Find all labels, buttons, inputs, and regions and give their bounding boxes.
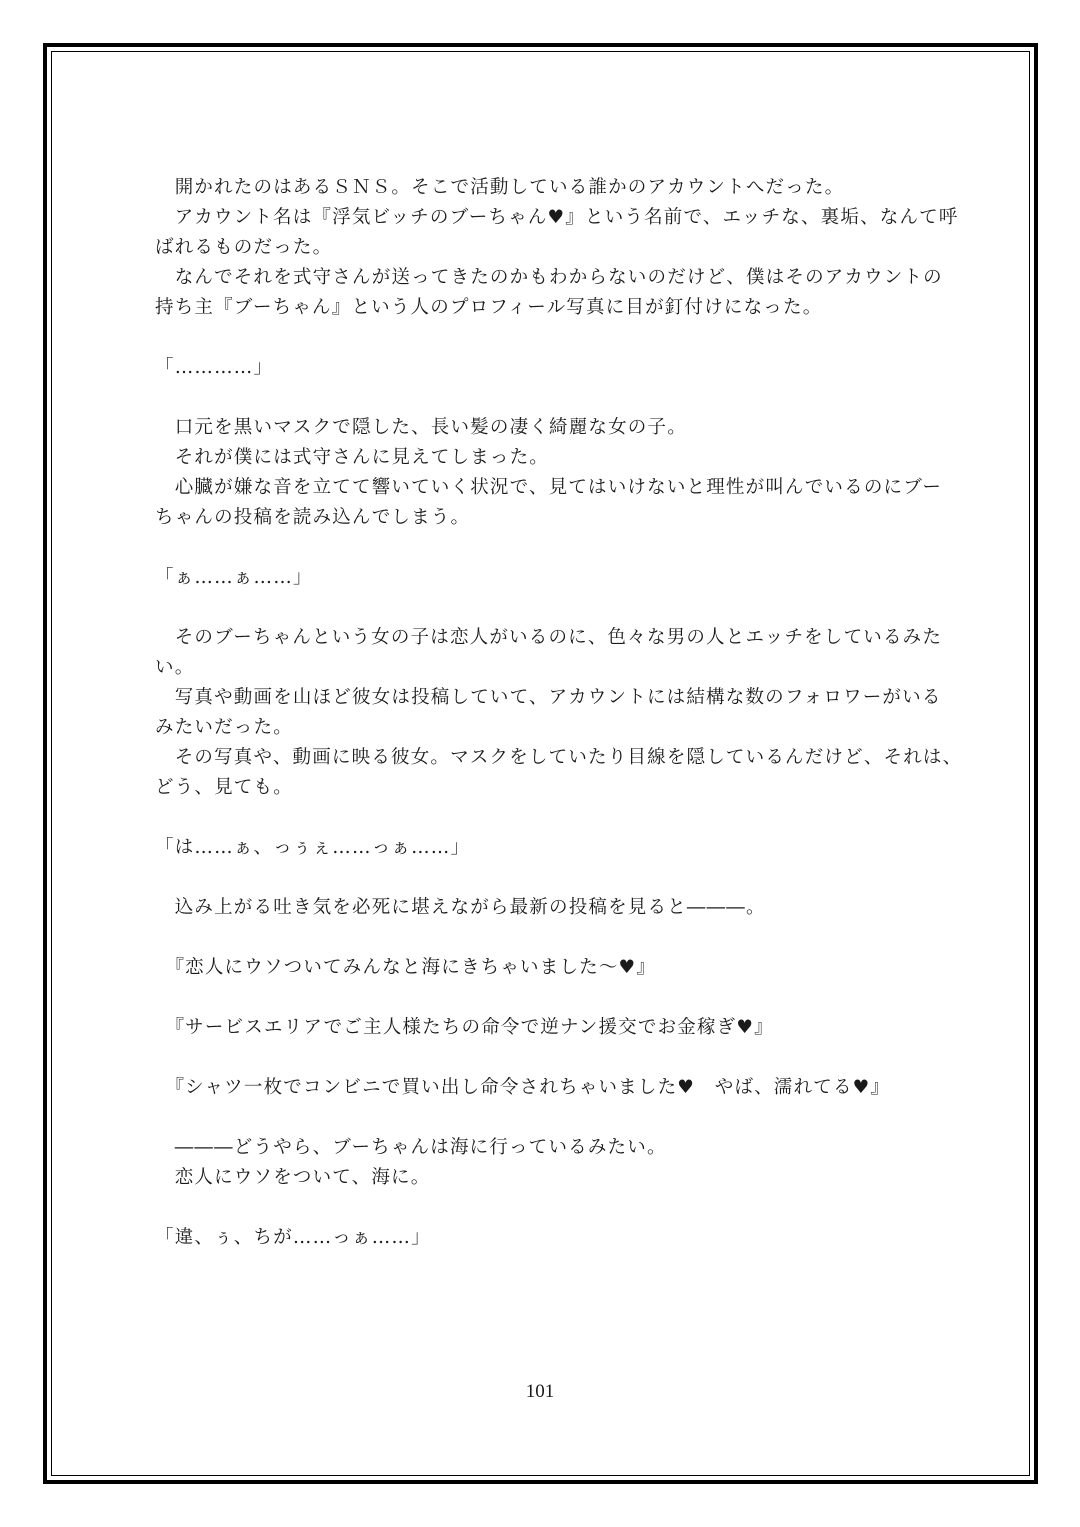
text-line: 写真や動画を山ほど彼女は投稿していて、アカウントには結構な数のフォロワーがいる: [155, 687, 942, 708]
text-line: そのブーちゃんという女の子は恋人がいるのに、色々な男の人とエッチをしているみた: [155, 627, 943, 648]
text-line: 心臓が嫌な音を立てて響いていく状況で、見てはいけないと理性が叫んでいるのにブー: [155, 477, 943, 498]
text-line: それが僕には式守さんに見えてしまった。: [155, 447, 550, 468]
blank-line: [155, 533, 935, 563]
text-line: なんでそれを式守さんが送ってきたのかもわからないのだけど、僕はそのアカウントの: [155, 267, 943, 288]
text-line: 「は……ぁ、っぅぇ……っぁ……」: [155, 837, 471, 858]
text-line: ―――どうやら、ブーちゃんは海に行っているみたい。: [155, 1137, 667, 1158]
text-line: その写真や、動画に映る彼女。マスクをしていたり目線を隠しているんだけど、それは、: [155, 747, 963, 768]
page-number: 101: [525, 1381, 555, 1402]
text-line: い。: [155, 657, 195, 678]
text-line: 恋人にウソをついて、海に。: [155, 1167, 431, 1188]
blank-line: [155, 1043, 935, 1073]
text-line: どう、見ても。: [155, 777, 293, 798]
text-line: 込み上がる吐き気を必死に堪えながら最新の投稿を見ると―――。: [155, 897, 766, 918]
blank-line: [155, 863, 935, 893]
blank-line: [155, 1193, 935, 1223]
text-line: 「ぁ……ぁ……」: [155, 567, 313, 588]
text-line: 「…………」: [155, 357, 274, 378]
text-line: 口元を黒いマスクで隠した、長い髪の凄く綺麗な女の子。: [155, 417, 687, 438]
text-line: みたいだった。: [155, 717, 293, 738]
blank-line: [155, 323, 935, 353]
text-line: 『恋人にウソついてみんなと海にきちゃいました〜♥』: [155, 957, 657, 978]
text-line: ちゃんの投稿を読み込んでしまう。: [155, 507, 471, 528]
text-line: 開かれたのはあるＳＮＳ。そこで活動している誰かのアカウントへだった。: [155, 177, 845, 198]
text-line: 『サービスエリアでご主人様たちの命令で逆ナン援交でお金稼ぎ♥』: [155, 1017, 774, 1038]
text-line: 「違、ぅ、ちが……っぁ……」: [155, 1227, 431, 1248]
blank-line: [155, 593, 935, 623]
text-line: アカウント名は『浮気ビッチのブーちゃん♥』という名前で、エッチな、裏垢、なんて呼: [155, 207, 959, 228]
blank-line: [155, 383, 935, 413]
text-line: 『シャツ一枚でコンビニで買い出し命令されちゃいました♥ やば、濡れてる♥』: [155, 1077, 891, 1098]
blank-line: [155, 803, 935, 833]
text-line: ばれるものだった。: [155, 237, 333, 258]
blank-line: [155, 1103, 935, 1133]
blank-line: [155, 923, 935, 953]
text-line: 持ち主『ブーちゃん』という人のプロフィール写真に目が釘付けになった。: [155, 297, 823, 318]
novel-text-body: [155, 173, 963, 1253]
blank-line: [155, 983, 935, 1013]
